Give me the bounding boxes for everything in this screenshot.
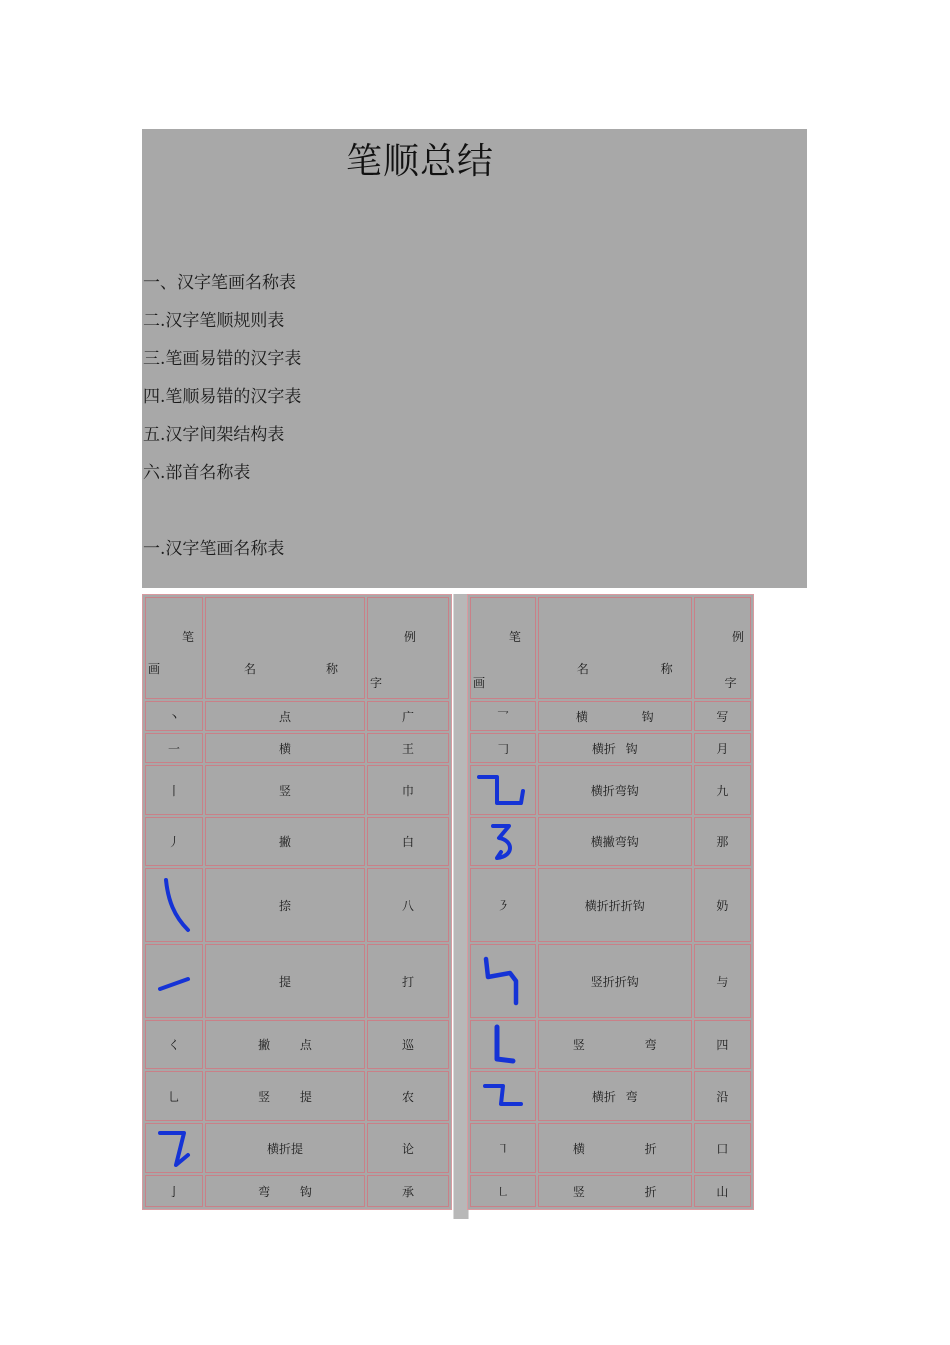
stroke-cell	[470, 1071, 536, 1121]
table-row	[145, 944, 449, 1018]
name-cell: 竖	[205, 765, 365, 815]
table-row	[470, 1071, 751, 1121]
name-cell: 横撇弯钩	[538, 817, 692, 866]
name-cell: 点	[205, 701, 365, 731]
example-cell: 巡	[367, 1020, 449, 1069]
toc-item-3: 三.笔画易错的汉字表	[143, 349, 302, 369]
stroke-cell: 丶	[145, 701, 203, 731]
table-row	[145, 1175, 449, 1207]
table-row	[470, 1020, 751, 1069]
stroke-cell: 丨	[145, 765, 203, 815]
name-cell: 弯 钩	[205, 1175, 365, 1207]
header-name-left: 名	[244, 662, 257, 676]
table-row	[145, 1020, 449, 1069]
name-cell: 横折弯钩	[538, 765, 692, 815]
name-cell: 撇 点	[205, 1020, 365, 1069]
stroke-cell	[145, 944, 203, 1018]
example-cell: 八	[367, 868, 449, 942]
hengpiewangou-stroke-icon	[483, 820, 523, 864]
stroke-cell: 𠃌	[470, 733, 536, 763]
header-example-bottom: 字	[724, 676, 737, 690]
header-name-left: 名	[576, 662, 589, 676]
table-row	[145, 817, 449, 866]
toc-item-1: 一、汉字笔画名称表	[143, 273, 296, 293]
header-name	[538, 597, 692, 699]
example-cell: 巾	[367, 765, 449, 815]
header-name-right: 称	[660, 662, 673, 676]
example-cell: 奶	[694, 868, 751, 942]
example-cell: 与	[694, 944, 751, 1018]
example-cell: 山	[694, 1175, 751, 1207]
header-stroke	[470, 597, 536, 699]
example-cell: 四	[694, 1020, 751, 1069]
header-example	[694, 597, 751, 699]
example-cell: 承	[367, 1175, 449, 1207]
name-cell: 横折提	[205, 1123, 365, 1173]
header-example-top: 例	[731, 630, 744, 644]
stroke-tables	[142, 594, 754, 1219]
table-row	[470, 733, 751, 763]
name-cell: 提	[205, 944, 365, 1018]
table-row	[470, 701, 751, 731]
stroke-cell: ㇗	[470, 1175, 536, 1207]
name-cell: 竖 提	[205, 1071, 365, 1121]
toc-item-6: 六.部首名称表	[143, 463, 251, 483]
table-row	[145, 701, 449, 731]
name-cell: 横折 弯	[538, 1071, 692, 1121]
header-stroke-top: 笔	[508, 630, 521, 644]
stroke-cell	[145, 868, 203, 942]
toc-item-5: 五.汉字间架结构表	[143, 425, 285, 445]
example-cell: 广	[367, 701, 449, 731]
shuzhezhegou-stroke-icon	[476, 953, 530, 1009]
example-cell: 王	[367, 733, 449, 763]
example-cell: 沿	[694, 1071, 751, 1121]
name-cell: 撇	[205, 817, 365, 866]
header-name	[205, 597, 365, 699]
header-example-top: 例	[403, 630, 416, 644]
name-cell: 横 折	[538, 1123, 692, 1173]
example-cell: 月	[694, 733, 751, 763]
table-row	[145, 1071, 449, 1121]
table-row	[145, 1123, 449, 1173]
header-example-bottom: 字	[370, 676, 383, 690]
stroke-cell	[470, 817, 536, 866]
toc-item-2: 二.汉字笔顺规则表	[143, 311, 285, 331]
table-row	[470, 868, 751, 942]
name-cell: 竖 折	[538, 1175, 692, 1207]
stroke-cell: 乚	[145, 1071, 203, 1121]
na-stroke-icon	[154, 872, 194, 938]
example-cell: 九	[694, 765, 751, 815]
table-row	[470, 944, 751, 1018]
toc-item-4: 四.笔顺易错的汉字表	[143, 387, 302, 407]
name-cell: 横 钩	[538, 701, 692, 731]
table-row	[470, 1123, 751, 1173]
stroke-table-right	[467, 594, 754, 1210]
header-stroke-bottom: 画	[148, 662, 161, 676]
stroke-cell: ㇋	[470, 868, 536, 942]
stroke-cell: く	[145, 1020, 203, 1069]
hengzheti-stroke-icon	[154, 1125, 194, 1171]
stroke-cell	[470, 944, 536, 1018]
stroke-cell	[470, 765, 536, 815]
table-row	[470, 1175, 751, 1207]
stroke-cell: 亅	[145, 1175, 203, 1207]
name-cell: 竖折折钩	[538, 944, 692, 1018]
stroke-table-left	[142, 594, 452, 1210]
example-cell: 论	[367, 1123, 449, 1173]
table-row	[145, 765, 449, 815]
example-cell: 写	[694, 701, 751, 731]
stroke-cell: 丿	[145, 817, 203, 866]
stroke-cell: 乛	[470, 701, 536, 731]
section-heading: 一.汉字笔画名称表	[143, 539, 285, 559]
stroke-cell: 一	[145, 733, 203, 763]
shuwan-stroke-icon	[483, 1023, 523, 1067]
name-cell: 横折 钩	[538, 733, 692, 763]
example-cell: 白	[367, 817, 449, 866]
example-cell: 口	[694, 1123, 751, 1173]
example-cell: 农	[367, 1071, 449, 1121]
stroke-cell	[470, 1020, 536, 1069]
page-title: 笔顺总结	[346, 141, 495, 182]
name-cell: 竖 弯	[538, 1020, 692, 1069]
table-row	[145, 868, 449, 942]
hengzhewan-stroke-icon	[481, 1080, 525, 1112]
stroke-cell	[145, 1123, 203, 1173]
hengzhewangou-stroke-icon	[475, 769, 531, 811]
header-stroke-top: 笔	[181, 630, 194, 644]
table-row	[145, 733, 449, 763]
header-stroke	[145, 597, 203, 699]
example-cell: 那	[694, 817, 751, 866]
ti-stroke-icon	[154, 961, 194, 1001]
header-example	[367, 597, 449, 699]
table-header-row	[145, 597, 449, 699]
header-stroke-bottom: 画	[473, 676, 486, 690]
name-cell: 捺	[205, 868, 365, 942]
name-cell: 横	[205, 733, 365, 763]
stroke-cell: ㇕	[470, 1123, 536, 1173]
header-name-right: 称	[325, 662, 338, 676]
name-cell: 横折折折钩	[538, 868, 692, 942]
table-row	[470, 765, 751, 815]
table-row	[470, 817, 751, 866]
table-header-row	[470, 597, 751, 699]
example-cell: 打	[367, 944, 449, 1018]
